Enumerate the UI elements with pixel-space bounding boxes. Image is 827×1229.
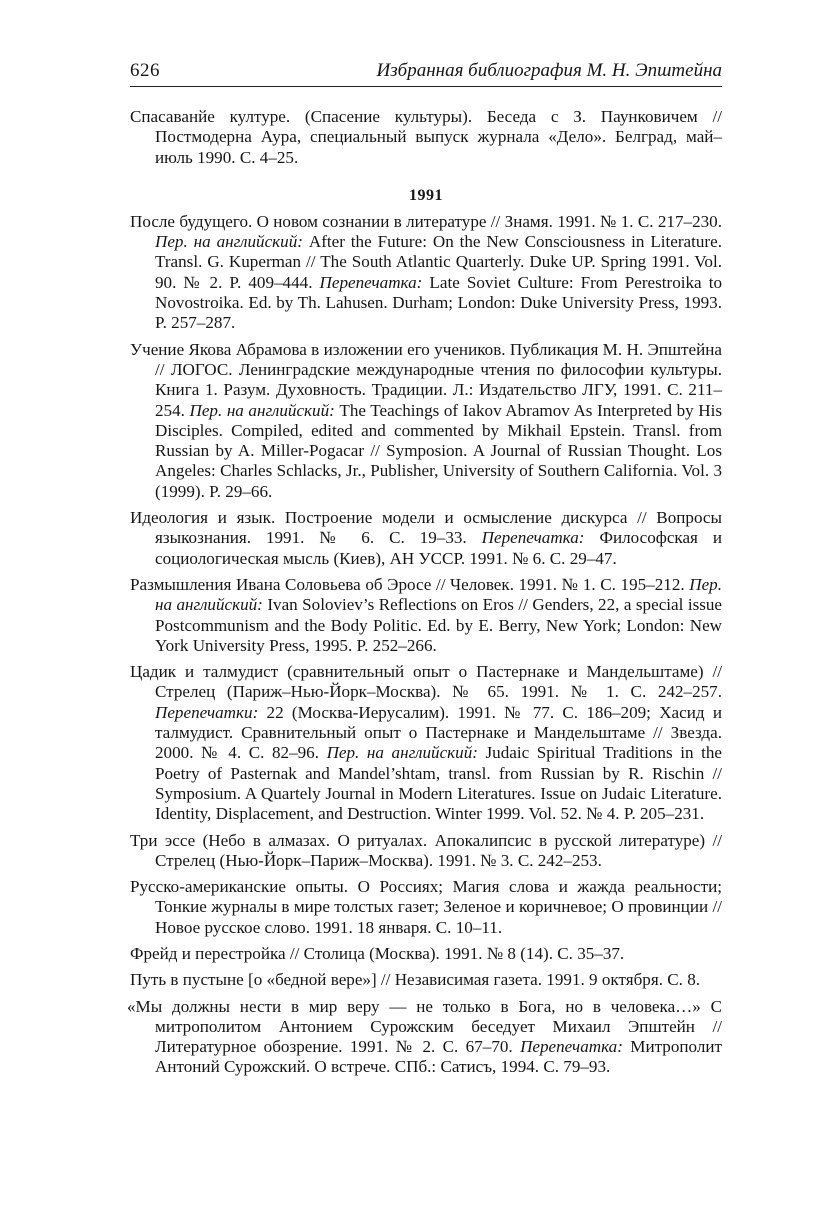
entry-text: Митрополит Антоний Сурожский. О встрече. СПб.: Сатисъ, 1994. С. 79–93. <box>155 1037 723 1077</box>
bibliography-entry <box>130 944 722 964</box>
entry-text: Учение Якова Абрамова в изложении его учеников. Публикация М. Н. Эпштейна // ЛОГОС. Ленинградские международные чтения по философии культуры. Книга 1. Разум. Духовность. Традиции. Л.: Издательство ЛГУ, 1991. С. 211–254. <box>130 339 722 420</box>
entries-year-1991 <box>127 211 723 1078</box>
entry-italic-label: Пер. на английский: <box>155 232 303 252</box>
year-heading: 1991 <box>409 186 443 204</box>
running-head <box>130 58 722 87</box>
entry-text: The Teachings of Iakov Abramov As Interpreted by His Disciples. Compiled, edited and commented by Mikhail Epstein. Transl. from Russian by A. Miller-Pogacar // Symposion. A Journal of Russian Thought. Los Angeles: Charles Schlacks, Jr., Publisher, University of Southern California. Vol. 3 (1999). P. 29–66. <box>155 400 722 501</box>
bibliography-entry <box>130 107 722 168</box>
entry-text: 22 (Москва-Иерусалим). 1991. № 77. С. 186–209; Хасид и талмудист. Сравнительный опыт о Пастернаке и Мандельштаме // Звезда. 2000. № 4. С. 82–96. <box>155 702 722 763</box>
entry-italic-label: Пер. на английский: <box>326 743 478 763</box>
entry-text: Спасаванйе културе. (Спасение культуры). Беседа с З. Паунковичем // Постмодерна Аура, специальный выпуск журнала «Дело». Белград, май–июль 1990. С. 4–25. <box>130 107 722 167</box>
bibliography-entry <box>130 970 722 990</box>
entry-text: Путь в пустыне [о «бедной вере»] // Независимая газета. 1991. 9 октября. С. 8. <box>130 970 701 990</box>
bibliography-entry <box>130 212 722 334</box>
entry-text: Три эссе (Небо в алмазах. О ритуалах. Апокалипсис в русской литературе) // Стрелец (Нью-Йорк–Париж–Москва). 1991. № 3. С. 242–253. <box>130 830 722 870</box>
entry-text: Цадик и талмудист (сравнительный опыт о Пастернаке и Мандельштаме) // Стрелец (Париж–Нью-Йорк–Москва). № 65. 1991. № 1. С. 242–257. <box>130 662 722 702</box>
entry-text: After the Future: On the New Consciousness in Literature. Transl. G. Kuperman // The South Atlantic Quarterly. Duke UP. Spring 1991. Vol. 90. № 2. P. 409–444. <box>155 232 722 292</box>
entry-italic-label: Пер. на английский: <box>155 574 722 615</box>
entry-italic-label: Перепечатка: <box>319 272 423 292</box>
bibliography-entry <box>130 831 722 872</box>
page-number: 626 <box>130 60 160 81</box>
running-title: Избранная библиография М. Н. Эпштейна <box>376 60 722 81</box>
bibliography-entry <box>130 340 722 502</box>
bibliography-entry <box>130 508 722 569</box>
entry-text: После будущего. О новом сознании в литературе // Знамя. 1991. № 1. С. 217–230. <box>130 211 722 231</box>
bibliography-entry <box>127 996 723 1078</box>
entry-text: Размышления Ивана Соловьева об Эросе // Человек. 1991. № 1. С. 195–212. <box>130 574 690 594</box>
entry-italic-label: Перепечатка: <box>520 1037 623 1057</box>
entry-text: Идеология и язык. Построение модели и осмысление дискурса // Вопросы языкознания. 1991. № 6. С. 19–33. <box>130 508 722 548</box>
entry-text: Фрейд и перестройка // Столица (Москва). 1991. № 8 (14). С. 35–37. <box>130 943 625 963</box>
entry-text: Ivan Soloviev’s Reflections on Eros // Genders, 22, a special issue Postcommunism and the Body Politic. Ed. by E. Berry, New York; London: New York University Press, 1995. P. 252–266. <box>155 595 723 655</box>
entry-italic-label: Перепечатки: <box>155 702 259 722</box>
entry-text: Философская и социологическая мысль (Киев), АН УССР. 1991. № 6. С. 29–47. <box>155 528 722 568</box>
entry-italic-label: Перепечатка: <box>481 528 585 548</box>
entry-text: «Мы должны нести в мир веру — не только в Бога, но в человека…» С митрополитом Антонием Сурожским беседует Михаил Эпштейн // Литературное обозрение. 1991. № 2. С. 67–70. <box>127 996 722 1057</box>
bibliography-entry <box>130 575 722 656</box>
bibliography-list <box>127 107 723 1078</box>
entry-text: Русско-американские опыты. О Россиях; Магия слова и жажда реальности; Тонкие журналы в мире толстых газет; Зеленое и коричневое; О провинции // Новое русское слово. 1991. 18 января. С. 10–11. <box>130 877 722 937</box>
bibliography-entry <box>130 662 722 824</box>
entry-text: Late Soviet Culture: From Perestroika to Novostroika. Ed. by Th. Lahusen. Durham; London: Duke University Press, 1993. P. 257–287. <box>155 272 722 333</box>
bibliography-entry <box>130 877 722 938</box>
entry-italic-label: Пер. на английский: <box>189 400 335 420</box>
entries-before-year <box>130 107 722 168</box>
entry-text: Judaic Spiritual Traditions in the Poetry of Pasternak and Mandel’shtam, transl. from Russian by R. Rischin // Symposium. A Quartely Journal in Modern Literatures. Issue on Judaic Literature. Identity, Displacement, and Destruction. Winter 1999. Vol. 52. № 4. P. 205–231. <box>155 743 722 824</box>
book-page <box>127 58 723 1084</box>
